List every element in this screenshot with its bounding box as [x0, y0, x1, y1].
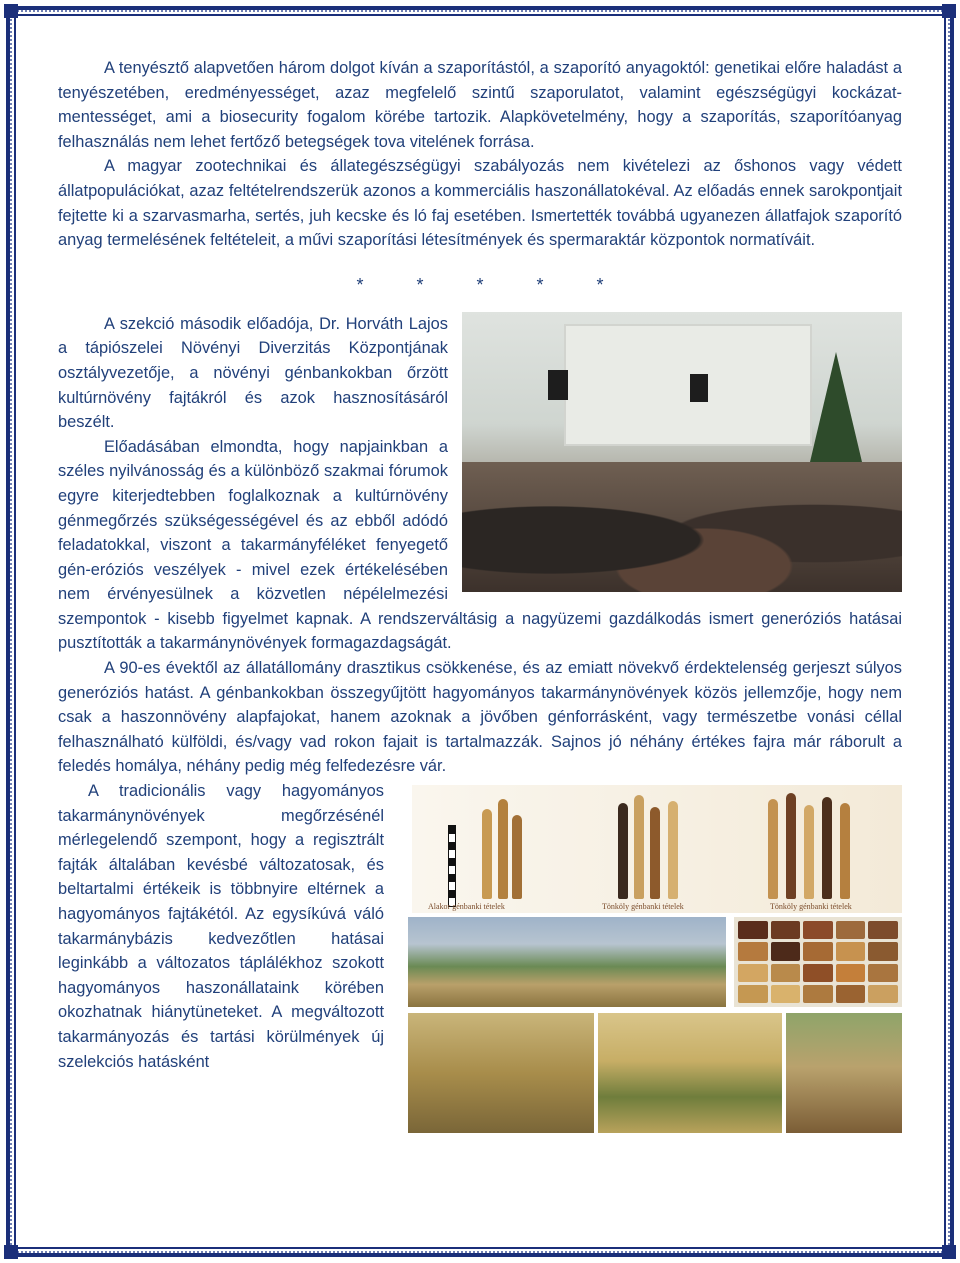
spike	[482, 809, 492, 899]
millet-photo	[786, 1013, 902, 1133]
caption-alakor: Alakor génbanki tételek	[428, 902, 505, 912]
plant-genebank-images	[402, 785, 902, 1133]
paragraph-6: A tradicionális vagy hagyományos takarmánynövények megőrzésénél mérlegelendő szempont, hogy a regisztrált fajták általában kevésbé változatosak, és beltartalmi értékeik is többnyire eltérnek a hagyományos fajtákétól. Az egysíkúvá váló takarmánybázis kedvezőtlen hatásai leginkább a változatos táplálékhoz szokott hagyományos haszonállataink körében okozhatnak hiánytüneteket. A megváltozott takarmányozás és tartási körülmények új szelekciós hatásként	[58, 782, 384, 1071]
plant-decoration	[810, 352, 862, 462]
document-body	[58, 56, 902, 1133]
projection-screen	[566, 326, 810, 444]
section-divider: * * * * *	[356, 274, 604, 295]
corner-ornament	[4, 1245, 18, 1259]
corner-ornament	[4, 4, 18, 18]
spike	[650, 807, 660, 899]
speaker-right	[690, 374, 708, 402]
spike	[768, 799, 778, 899]
paragraph-5: A 90-es évektől az állatállomány drasztikus csökkenése, és az emiatt növekvő érdektelenség gerjeszt súlyos generóziós hatást. A génbankokban összegyűjtött hagyományos takarmánynövények közös jellemzője, hogy nem csak a haszonnövény alapfajokat, hanem azoknak a jövőben génforrásként, vagy természetbe vonási céllal felhasználható külföldi, és/vagy vad rokon fajait is tartalmazzák. Sajnos jó néhány értékes fajra már ráborult a feledés homálya, néhány pedig még felfedezésre vár.	[58, 659, 902, 776]
wheat-field-photo	[408, 1013, 594, 1133]
spike	[804, 805, 814, 899]
spike	[634, 795, 644, 899]
caption-tonkoly-1: Tönköly génbanki tételek	[602, 902, 684, 912]
spike	[822, 797, 832, 899]
spike	[498, 799, 508, 899]
paragraph-3: A szekció második előadója, Dr. Horváth Lajos a tápiószelei Növényi Diverzitás Központjának osztályvezetője, a növényi génbankokban őrzött kultúrnövény fajtákról és azok hasznosításáról beszélt.	[58, 314, 448, 432]
paragraph-4: Előadásában elmondta, hogy napjainkban a széles nyilvánosság és a különböző szakmai fórumok egyre kiterjedtebben foglalkoznak a kultúrnövény génmegőrzés szükségességével és az ebből adódó feladatokkal, viszont a takarmányféléket fenyegető gén-eróziós veszélyek - mivel ezek értékelésében nem érvényesülnek a közvetlen népélelmezési szempontok - kisebb figyelmet kapnak. A rendszerváltásig a nagyüzemi gazdálkodás ismert generóziós hatásai pusztították a takarmánynövények formagazdagságát.	[58, 437, 902, 653]
spike	[618, 803, 628, 899]
spike	[786, 793, 796, 899]
seed-samples-photo	[734, 917, 902, 1007]
wheat-plot-photo	[598, 1013, 782, 1133]
spike	[512, 815, 522, 899]
speaker-left	[548, 370, 568, 400]
spike	[668, 801, 678, 899]
paragraph-1: A tenyésztő alapvetően három dolgot kíván a szaporítástól, a szaporító anyagoktól: genetikai előre haladást a tenyészetében, eredményességet, azaz megfelelő szintű szaporulatot, valamint egészségügyi kockázat-mentességet, ami a biosecurity fogalom körébe tartozik. Alapkövetelmény, hogy a szaporítás, szaporítóanyag felhasználás nem lehet fertőző betegségek tova vitelének forrása.	[58, 59, 902, 151]
audience	[462, 462, 902, 592]
measuring-scale	[448, 825, 456, 907]
spike	[840, 803, 850, 899]
field-plants-photo	[408, 917, 726, 1007]
caption-tonkoly-2: Tönköly génbanki tételek	[770, 902, 852, 912]
corner-ornament	[942, 1245, 956, 1259]
paragraph-2: A magyar zootechnikai és állategészségügyi szabályozás nem kivételezi az őshonos vagy védett állatpopulációkat, azaz feltételrendszerük azonos a kommerciális haszonállatokéval. Az előadás ennek sarokpontjait fejtette ki a szarvasmarha, sertés, juh kecske és ló faj esetében. Ismertették továbbá ugyanezen állatfajok szaporító anyag termelésének feltételeit, a művi szaporítási létesítmények és spermaraktár központok normatíváit.	[58, 157, 902, 250]
cereal-spikes-photo	[412, 785, 902, 913]
lecture-hall-photo	[462, 312, 902, 592]
corner-ornament	[942, 4, 956, 18]
